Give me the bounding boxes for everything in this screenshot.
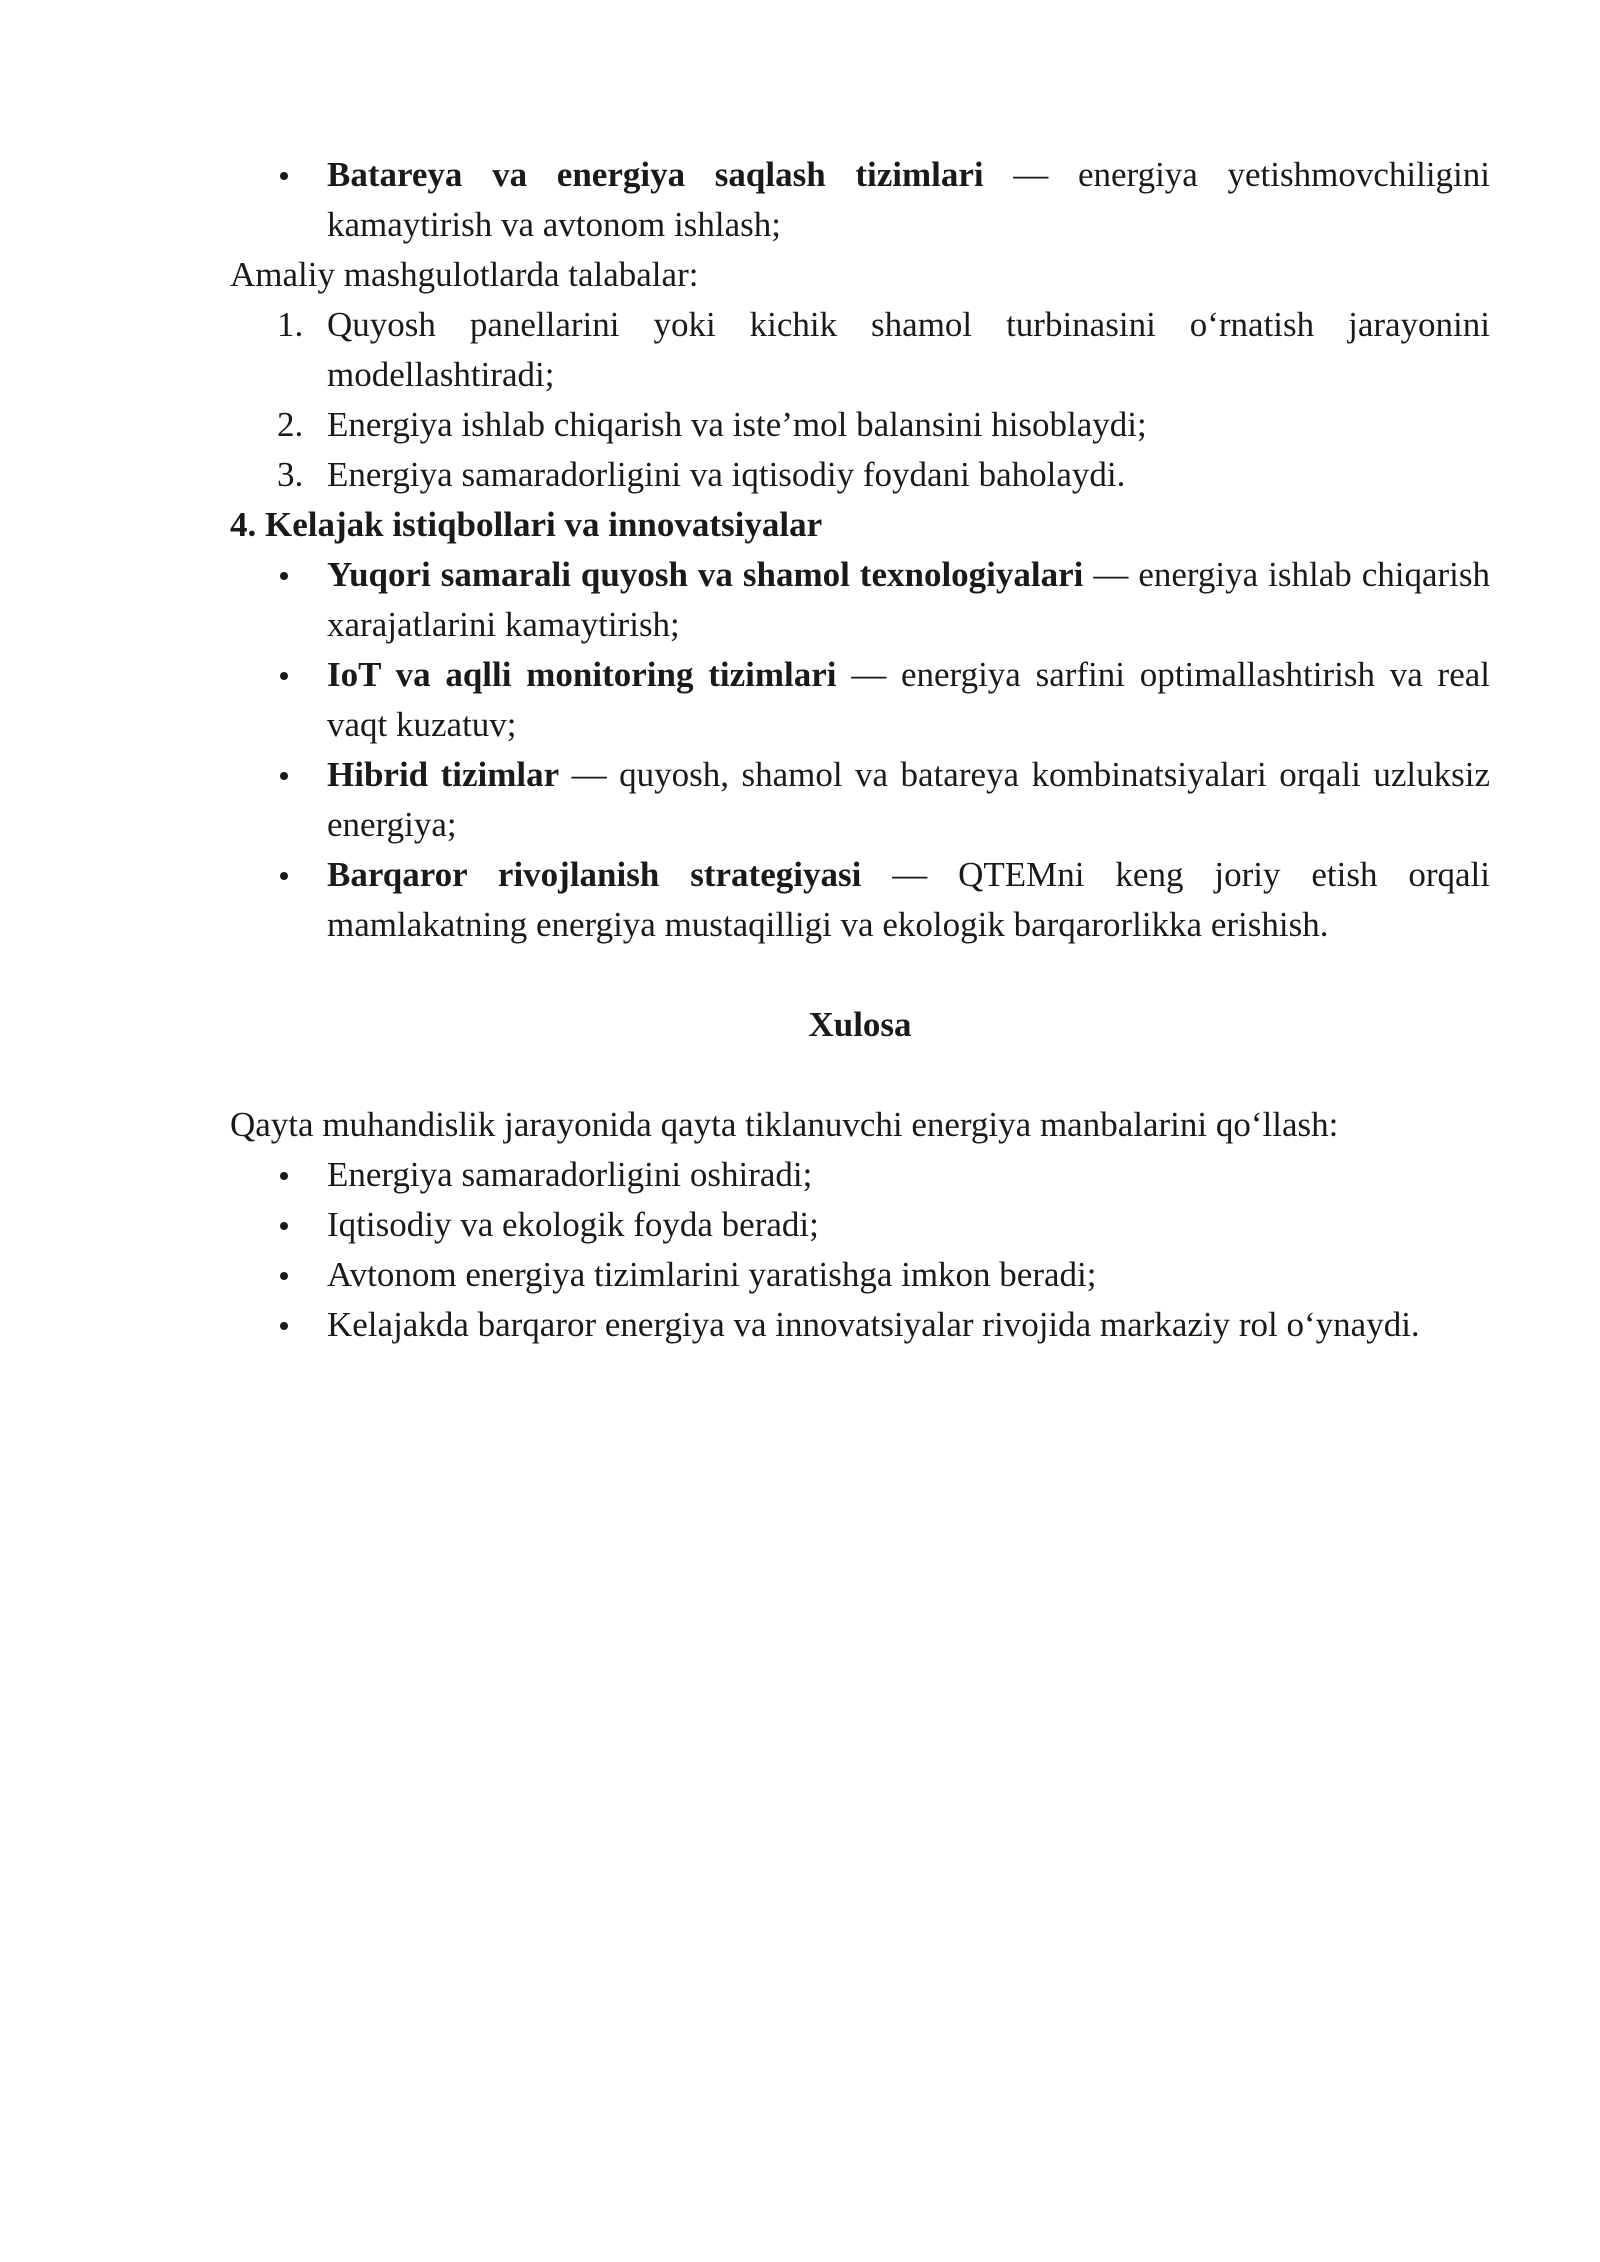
list-item xyxy=(230,650,1490,750)
item-description: — energiya ishlab chiqarish xarajatlarini kamaytirish; xyxy=(327,555,1490,644)
item-number: 3. xyxy=(277,455,304,494)
list-item xyxy=(230,850,1490,950)
bullet-icon xyxy=(280,572,288,580)
numbered-item-1 xyxy=(230,300,1490,400)
bullet-icon xyxy=(280,1322,288,1330)
numbered-item-2 xyxy=(230,400,1490,450)
conclusion-title: Xulosa xyxy=(808,1005,912,1044)
item-description: — quyosh, shamol va batareya kombinatsiyalari orqali uzluksiz energiya; xyxy=(327,755,1490,844)
item-bold-term: IoT va aqlli monitoring tizimlari xyxy=(327,655,837,694)
bullet-icon xyxy=(280,772,288,780)
list-item xyxy=(230,1200,1490,1250)
practice-intro: Amaliy mashgulotlarda talabalar: xyxy=(230,255,699,294)
item-number: 1. xyxy=(277,305,304,344)
list-item xyxy=(230,1250,1490,1300)
document-page xyxy=(230,150,1490,1350)
bullet-icon xyxy=(280,672,288,680)
bullet-icon xyxy=(280,1222,288,1230)
list-item xyxy=(230,550,1490,650)
item-bold-term: Yuqori samarali quyosh va shamol texnologiyalari xyxy=(327,555,1084,594)
item-text: Energiya samaradorligini va iqtisodiy foydani baholaydi. xyxy=(327,455,1126,494)
item-description: — QTEMni keng joriy etish orqali mamlakatning energiya mustaqilligi va ekologik barqarorlikka erishish. xyxy=(327,855,1490,944)
bullet-icon xyxy=(280,1272,288,1280)
item-text: Iqtisodiy va ekologik foyda beradi; xyxy=(327,1205,819,1244)
list-item xyxy=(230,750,1490,850)
list-item xyxy=(230,1300,1490,1350)
item-text: Avtonom energiya tizimlarini yaratishga imkon beradi; xyxy=(327,1255,1097,1294)
item-bold-term: Hibrid tizimlar xyxy=(327,755,560,794)
item-number: 2. xyxy=(277,405,304,444)
bullet-icon xyxy=(280,872,288,880)
section-heading: 4. Kelajak istiqbollari va innovatsiyalar xyxy=(230,505,823,544)
item-bold-term: Batareya va energiya saqlash tizimlari xyxy=(327,155,984,194)
item-description: — energiya yetishmovchiligini kamaytirish va avtonom ishlash; xyxy=(327,155,1490,244)
list-item xyxy=(230,1150,1490,1200)
item-text: Kelajakda barqaror energiya va innovatsiyalar rivojida markaziy rol o‘ynaydi. xyxy=(327,1305,1420,1344)
bullet-icon xyxy=(280,1172,288,1180)
item-text: Energiya ishlab chiqarish va iste’mol balansini hisoblaydi; xyxy=(327,405,1147,444)
list-item xyxy=(230,150,1490,250)
item-description: — energiya sarfini optimallashtirish va real vaqt kuzatuv; xyxy=(327,655,1490,744)
bullet-icon xyxy=(280,172,288,180)
item-text: Energiya samaradorligini oshiradi; xyxy=(327,1155,813,1194)
numbered-item-3 xyxy=(230,450,1490,500)
item-bold-term: Barqaror rivojlanish strategiyasi xyxy=(327,855,862,894)
item-text: Quyosh panellarini yoki kichik shamol turbinasini o‘rnatish jarayonini modellashtiradi; xyxy=(327,305,1490,394)
conclusion-intro: Qayta muhandislik jarayonida qayta tiklanuvchi energiya manbalarini qo‘llash: xyxy=(230,1105,1339,1144)
